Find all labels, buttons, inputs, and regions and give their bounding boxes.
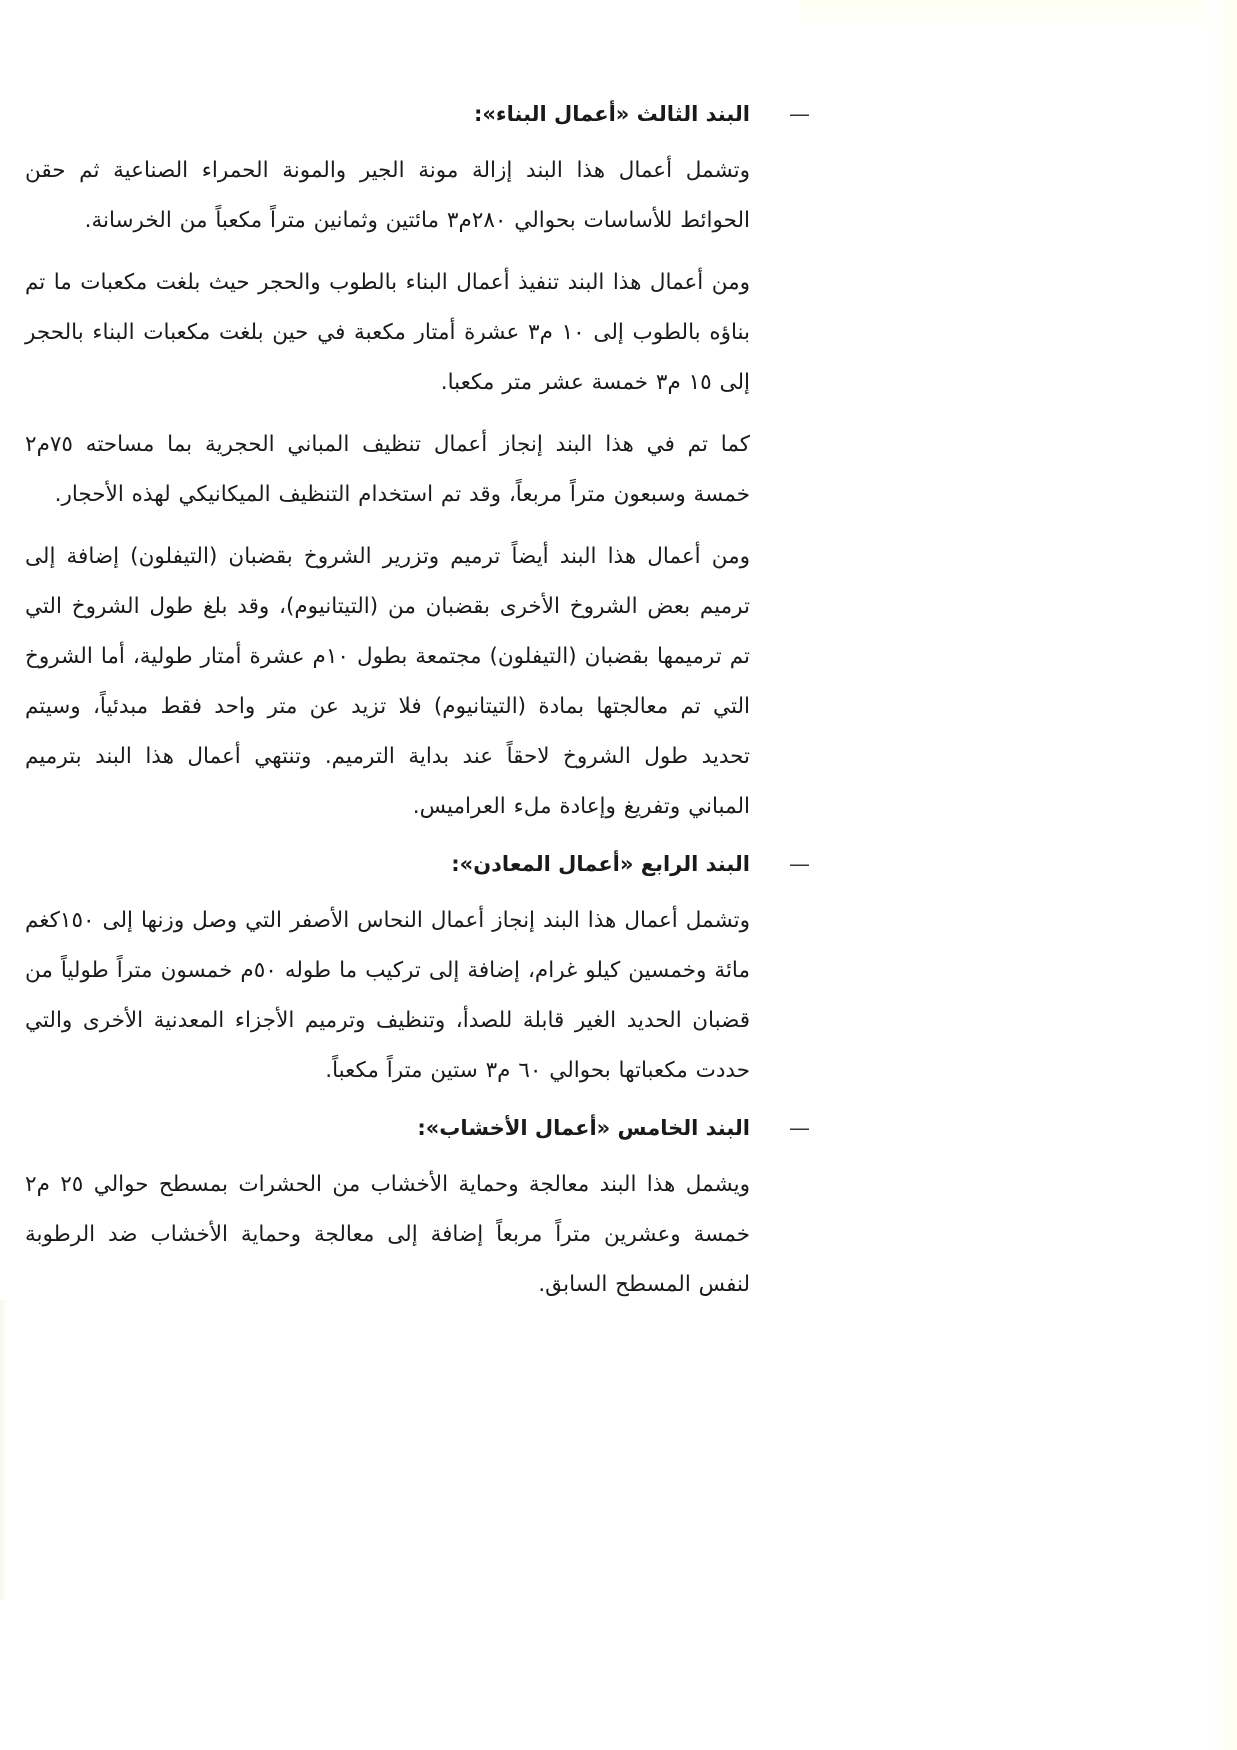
dash-bullet-icon: — bbox=[789, 102, 810, 126]
section-wood-works bbox=[25, 1114, 810, 1310]
section-heading bbox=[25, 100, 810, 128]
section-heading-text: البند الثالث «أعمال البناء»: bbox=[473, 102, 750, 126]
section-heading bbox=[25, 1114, 810, 1142]
paragraph: وتشمل أعمال هذا البند إنجاز أعمال النحاس الأصفر التي وصل وزنها إلى ١٥٠كغم مائة وخمسين كيلو غرام، إضافة إلى تركيب ما طوله ٥٠م خمسون متراً طولياً من قضبان الحديد الغير قابلة للصدأ، وتنظيف وترميم الأجزاء المعدنية الأخرى والتي حددت مكعباتها بحوالي ٦٠ م٣ ستين متراً مكعباً. bbox=[25, 908, 750, 1083]
paragraph: ومن أعمال هذا البند تنفيذ أعمال البناء بالطوب والحجر حيث بلغت مكعبات ما تم بناؤه بالطوب إلى ١٠ م٣ عشرة أمتار مكعبة في حين بلغت مكعبات البناء بالحجر إلى ١٥ م٣ خمسة عشر متر مكعبا. bbox=[25, 270, 750, 395]
paragraph: وتشمل أعمال هذا البند إزالة مونة الجير والمونة الحمراء الصناعية ثم حقن الحوائط للأساسات بحوالي ٢٨٠م٣ مائتين وثمانين متراً مكعباً من الخرسانة. bbox=[25, 158, 750, 233]
paragraph: ومن أعمال هذا البند أيضاً ترميم وتزرير الشروخ بقضبان (التيفلون) إضافة إلى ترميم بعض الشروخ الأخرى بقضبان من (التيتانيوم)، وقد بلغ طول الشروخ التي تم ترميمها بقضبان (التيفلون) مجتمعة بطول ١٠م عشرة أمتار طولية، أما الشروخ التي تم معالجتها بمادة (التيتانيوم) فلا تزيد عن متر واحد فقط مبدئياً، وسيتم تحديد طول الشروخ لاحقاً عند بداية الترميم. وتنتهي أعمال هذا البند بترميم المباني وتفريغ وإعادة ملء العراميس. bbox=[25, 544, 750, 819]
scan-edge-right bbox=[1207, 0, 1237, 1750]
section-metal-works bbox=[25, 850, 810, 1096]
section-construction-works bbox=[25, 100, 810, 832]
scan-edge-left bbox=[0, 1300, 8, 1600]
scan-edge-top bbox=[800, 0, 1237, 30]
section-heading bbox=[25, 850, 810, 878]
section-heading-text: البند الرابع «أعمال المعادن»: bbox=[451, 852, 750, 876]
dash-bullet-icon: — bbox=[789, 1116, 810, 1140]
section-heading-text: البند الخامس «أعمال الأخشاب»: bbox=[417, 1116, 750, 1140]
document-body bbox=[25, 100, 810, 1322]
paragraph: كما تم في هذا البند إنجاز أعمال تنظيف المباني الحجرية بما مساحته ٧٥م٢ خمسة وسبعون متراً مربعاً، وقد تم استخدام التنظيف الميكانيكي لهذه الأحجار. bbox=[25, 432, 750, 507]
dash-bullet-icon: — bbox=[789, 852, 810, 876]
paragraph: ويشمل هذا البند معالجة وحماية الأخشاب من الحشرات بمسطح حوالي ٢٥ م٢ خمسة وعشرين متراً مربعاً إضافة إلى معالجة وحماية الأخشاب ضد الرطوبة لنفس المسطح السابق. bbox=[25, 1172, 751, 1297]
